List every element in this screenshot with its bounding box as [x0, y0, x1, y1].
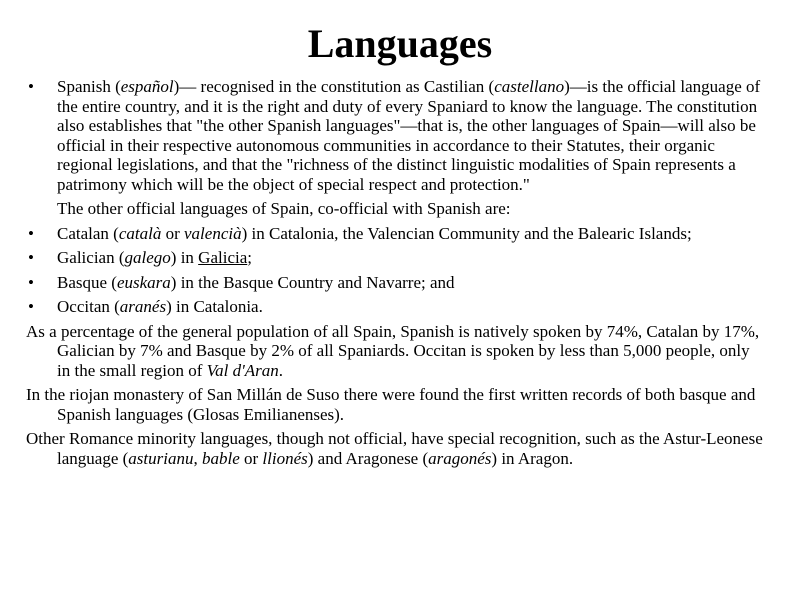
paragraph-minority-languages: Other Romance minority languages, though not official, have special recognition, such as the Astur-Leonese language (asturianu, bable or llionés) and Aragonese (aragonés) in Aragon.	[26, 429, 763, 468]
bullet-catalan: • Catalan (català or valencià) in Catalonia, the Valencian Community and the Balearic Islands;	[26, 224, 766, 244]
page-title: Languages	[307, 21, 493, 66]
paragraph-riojan-monastery: In the riojan monastery of San Millán de Suso there were found the first written records of both basque and Spanish languages (Glosas Emilianenses).	[26, 385, 756, 424]
bullet-occitan: • Occitan (aranés) in Catalonia.	[26, 297, 766, 317]
bullet-basque: • Basque (euskara) in the Basque Country and Navarre; and	[26, 273, 766, 293]
paragraph-percentages: As a percentage of the general population of all Spain, Spanish is natively spoken by 74%, Catalan by 17%, Galician by 7% and Basque by 2% of all Spaniards. Occitan is spoken by less than 5,000 people, only in the small region of Val d'Aran.	[26, 321, 760, 380]
galicia-link[interactable]: Galicia	[198, 248, 248, 267]
slide-content	[26, 77, 766, 473]
bullet-galician: • Galician (galego) in Galicia;	[26, 248, 766, 268]
bullet-spanish: • Spanish (español)— recognised in the constitution as Castilian (castellano)—is the official language of the entire country, and it is the right and duty of every Spaniard to know the language. The constitution also establishes that "the other Spanish languages"—that is, the other languages of Spain—will also be official in their respective autonomous communities in accordance to their Statutes, their organic regional legislations, and that the "richness of the distinct linguistic modalities of Spain represents a patrimony which will be the object of special respect and protection."	[26, 77, 766, 194]
co-official-intro: The other official languages of Spain, co-official with Spanish are:	[57, 199, 511, 218]
